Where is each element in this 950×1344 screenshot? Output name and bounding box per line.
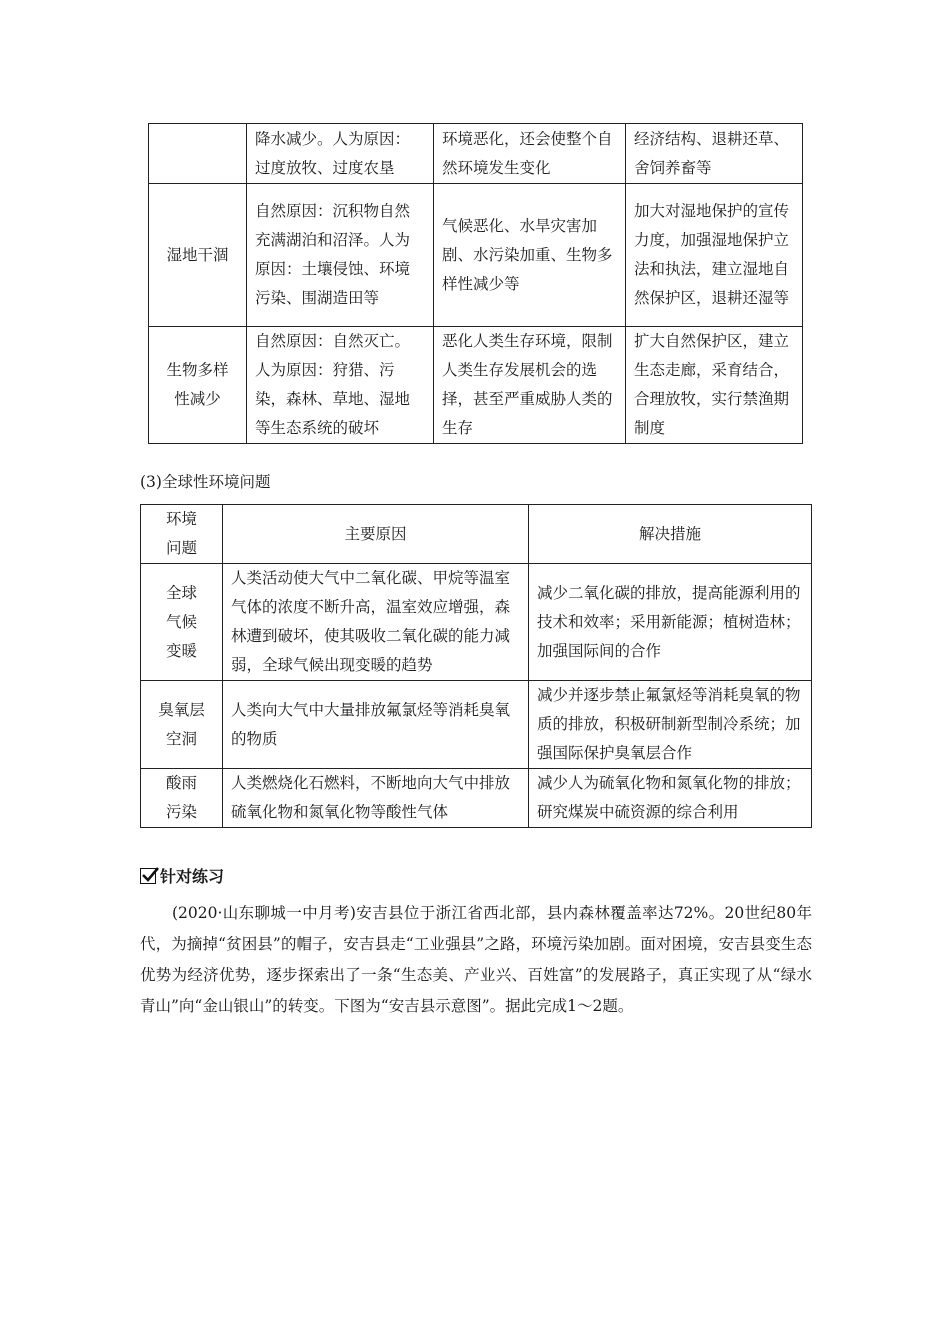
harm-cell: 环境恶化，还会使整个自然环境发生变化: [434, 124, 626, 184]
header-measures: 解决措施: [529, 505, 812, 564]
measures-cell: 经济结构、退耕还草、舍饲养畜等: [626, 124, 803, 184]
cause-cell: 人类向大气中大量排放氟氯烃等消耗臭氧的物质: [223, 681, 529, 769]
cause-cell: 人类活动使大气中二氧化碳、甲烷等温室气体的浓度不断升高，温室效应增强，森林遭到破坏，使其吸收二氧化碳的能力减弱，全球气候出现变暖的趋势: [223, 564, 529, 681]
table-row: [149, 184, 803, 327]
practice-paragraph: (2020·山东聊城一中月考)安吉县位于浙江省西北部，县内森林覆盖率达72%。20世纪80年代，为摘掉“贫困县”的帽子，安吉县走“工业强县”之路，环境污染加剧。面对困境，安吉县变生态优势为经济优势，逐步探索出了一条“生态美、产业兴、百姓富”的发展路子，真正实现了从“绿水青山”向“金山银山”的转变。下图为“安吉县示意图”。据此完成1～2题。: [140, 904, 812, 1015]
header-cause: 主要原因: [223, 505, 529, 564]
harm-cell: 恶化人类生存环境，限制人类生存发展机会的选择，甚至严重威胁人类的生存: [434, 327, 626, 444]
table-header-row: [141, 505, 812, 564]
header-problem: 环境问题: [141, 505, 223, 564]
table-row: [141, 564, 812, 681]
problem-cell: 全球气候变暖: [141, 564, 223, 681]
problem-cell: 酸雨污染: [141, 769, 223, 828]
measures-cell: 减少人为硫氧化物和氮氧化物的排放；研究煤炭中硫资源的综合利用: [529, 769, 812, 828]
cause-cell: 自然原因：自然灭亡。人为原因：狩猎、污染，森林、草地、湿地等生态系统的破坏: [247, 327, 434, 444]
practice-heading: [140, 864, 224, 887]
practice-heading-text: 针对练习: [160, 867, 225, 886]
problem-cell: 生物多样性减少: [149, 327, 247, 444]
harm-cell: 气候恶化、水旱灾害加剧、水污染加重、生物多样性减少等: [434, 184, 626, 327]
cause-cell: 降水减少。人为原因：过度放牧、过度农垦: [247, 124, 434, 184]
measures-cell: 减少二氧化碳的排放，提高能源利用的技术和效率；采用新能源；植树造林；加强国际间的合作: [529, 564, 812, 681]
checkbox-checked-icon: [140, 868, 156, 884]
global-environment-table: [140, 504, 812, 828]
cause-cell: 自然原因：沉积物自然充满湖泊和沼泽。人为原因：土壤侵蚀、环境污染、围湖造田等: [247, 184, 434, 327]
cause-cell: 人类燃烧化石燃料，不断地向大气中排放硫氧化物和氮氧化物等酸性气体: [223, 769, 529, 828]
table-row: [141, 681, 812, 769]
measures-cell: 加大对湿地保护的宣传力度，加强湿地保护立法和执法，建立湿地自然保护区，退耕还湿等: [626, 184, 803, 327]
measures-cell: 扩大自然保护区，建立生态走廊，采育结合，合理放牧，实行禁渔期制度: [626, 327, 803, 444]
table-row: [149, 124, 803, 184]
problem-cell: 臭氧层空洞: [141, 681, 223, 769]
environment-table-continued: [148, 123, 803, 444]
table-row: [141, 769, 812, 828]
section-caption: (3)全球性环境问题: [140, 473, 271, 491]
problem-cell: 湿地干涸: [149, 184, 247, 327]
table-row: [149, 327, 803, 444]
measures-cell: 减少并逐步禁止氟氯烃等消耗臭氧的物质的排放，积极研制新型制冷系统；加强国际保护臭氧层合作: [529, 681, 812, 769]
problem-cell: [149, 124, 247, 184]
